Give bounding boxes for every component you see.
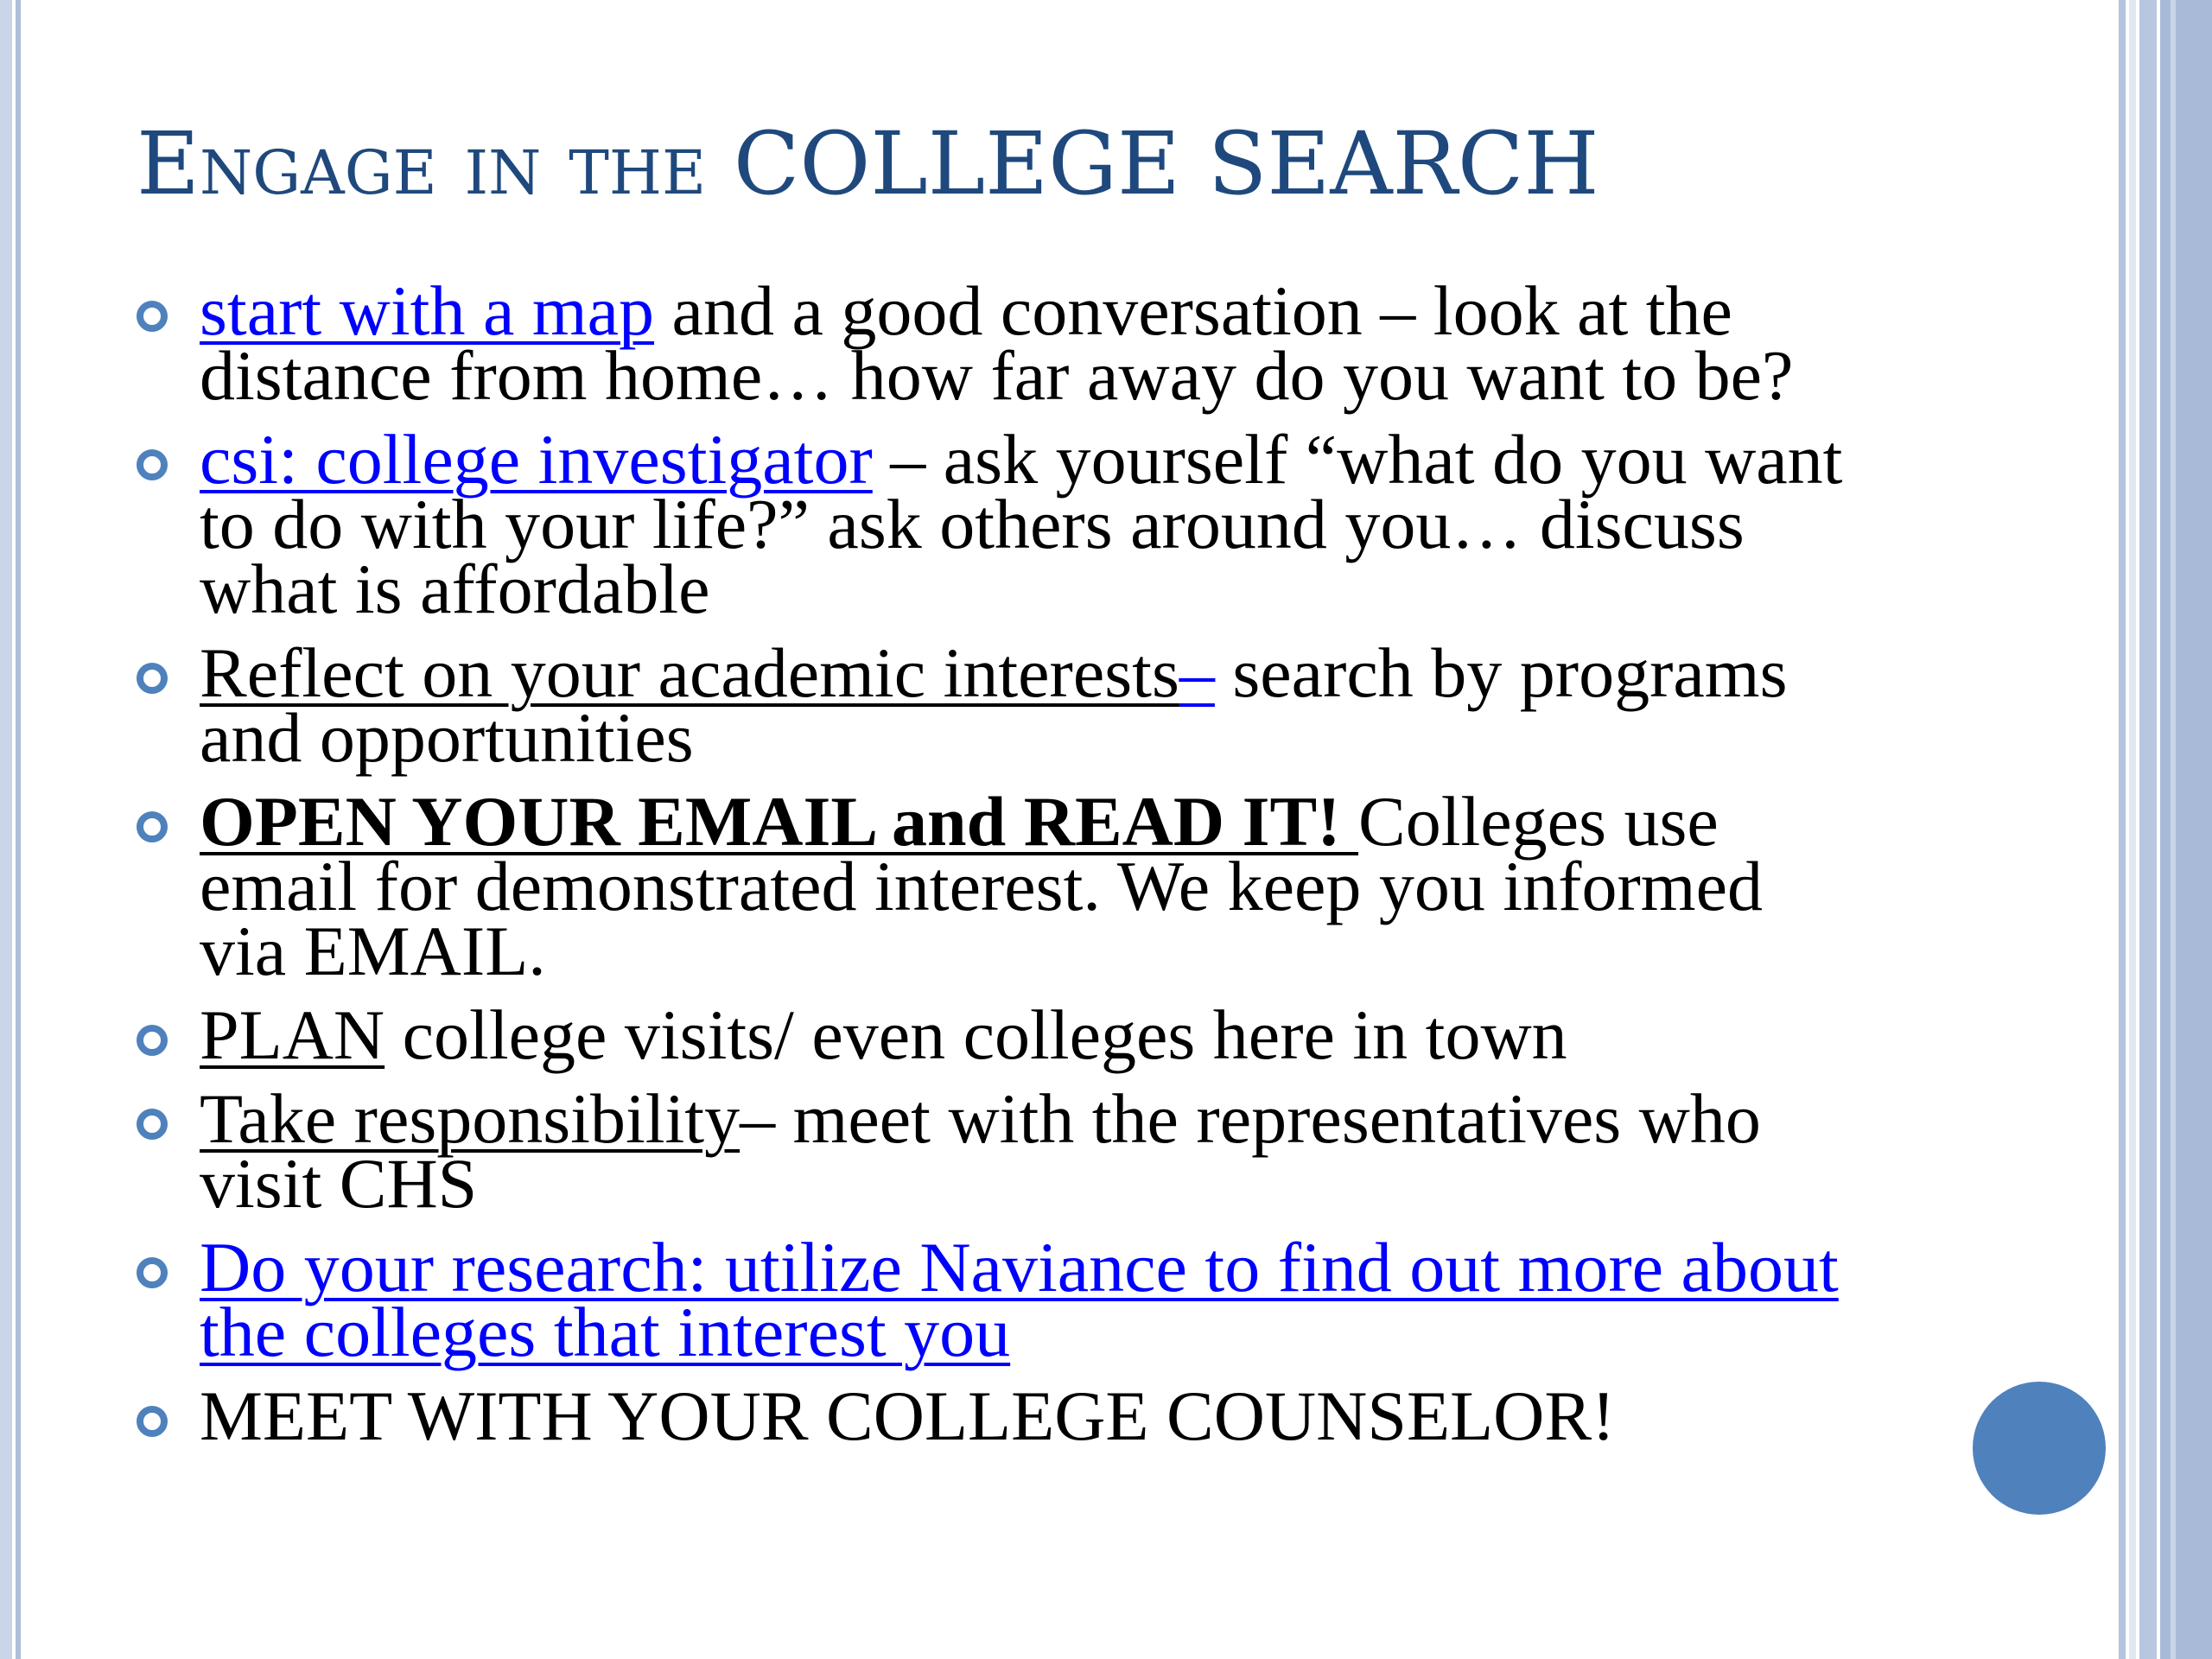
take-responsibility-text: Take responsibility bbox=[200, 1079, 741, 1158]
right-border-band-highlight bbox=[2171, 0, 2176, 1659]
bullet-circle-icon bbox=[137, 1257, 168, 1288]
bullet-item-map bbox=[137, 271, 1865, 415]
open-email-emphasis: OPEN YOUR EMAIL and READ IT! bbox=[200, 782, 1359, 861]
bullet-item-csi bbox=[137, 420, 1865, 628]
bullet-text: – ask yourself “what do you want to do with your life?” ask others around you… discuss what is affordable bbox=[200, 420, 1843, 628]
bullet-circle-icon bbox=[137, 811, 168, 842]
bullet-text: Colleges use email for demonstrated interest. We keep you informed via EMAIL. bbox=[200, 782, 1763, 990]
bullet-circle-icon bbox=[137, 663, 168, 694]
bullet-item-email bbox=[137, 782, 1865, 990]
slide-title bbox=[137, 112, 1599, 216]
decorative-circle bbox=[1973, 1382, 2106, 1515]
bullet-item-plan bbox=[137, 995, 1865, 1074]
csi-college-investigator-link[interactable]: csi: college investigator bbox=[200, 420, 873, 499]
bullet-circle-icon bbox=[137, 1406, 168, 1437]
bullet-circle-icon bbox=[137, 1109, 168, 1140]
bullet-item-counselor bbox=[137, 1376, 1865, 1455]
title-emphasis: COLLEGE SEARCH bbox=[733, 113, 1599, 214]
bullet-text: – meet with the representatives who visit CHS bbox=[200, 1079, 1761, 1223]
bullet-circle-icon bbox=[137, 301, 168, 332]
bullet-text: college visits/ even colleges here in town bbox=[385, 995, 1567, 1074]
bullet-text: search by programs and opportunities bbox=[200, 633, 1788, 777]
naviance-research-link[interactable]: Do your research: utilize Naviance to find out more about the colleges that interest you bbox=[200, 1228, 1839, 1371]
bullet-item-research bbox=[137, 1228, 1865, 1371]
bullet-list bbox=[137, 271, 1865, 1467]
bullet-text: MEET WITH YOUR COLLEGE COUNSELOR! bbox=[200, 1376, 1616, 1455]
right-border-band bbox=[2160, 0, 2212, 1659]
left-border-stripe-inner bbox=[16, 0, 21, 1659]
bullet-item-reflect bbox=[137, 633, 1865, 777]
plan-text: PLAN bbox=[200, 995, 385, 1074]
bullet-circle-icon bbox=[137, 1025, 168, 1056]
right-border-stripe-light bbox=[2129, 0, 2136, 1659]
left-border-stripe bbox=[0, 0, 12, 1659]
bullet-item-responsibility bbox=[137, 1079, 1865, 1223]
bullet-text: and a good conversation – look at the distance from home… how far away do you want to be? bbox=[200, 271, 1794, 415]
reflect-interests-text: Reflect on your academic interests bbox=[200, 633, 1179, 712]
right-border-stripe bbox=[2119, 0, 2126, 1659]
title-prefix: Engage in the bbox=[137, 113, 734, 214]
right-border-stripe-mid bbox=[2139, 0, 2157, 1659]
start-with-a-map-link[interactable]: start with a map bbox=[200, 271, 655, 350]
reflect-interests-dash-link[interactable]: – bbox=[1179, 633, 1215, 712]
bullet-circle-icon bbox=[137, 449, 168, 480]
